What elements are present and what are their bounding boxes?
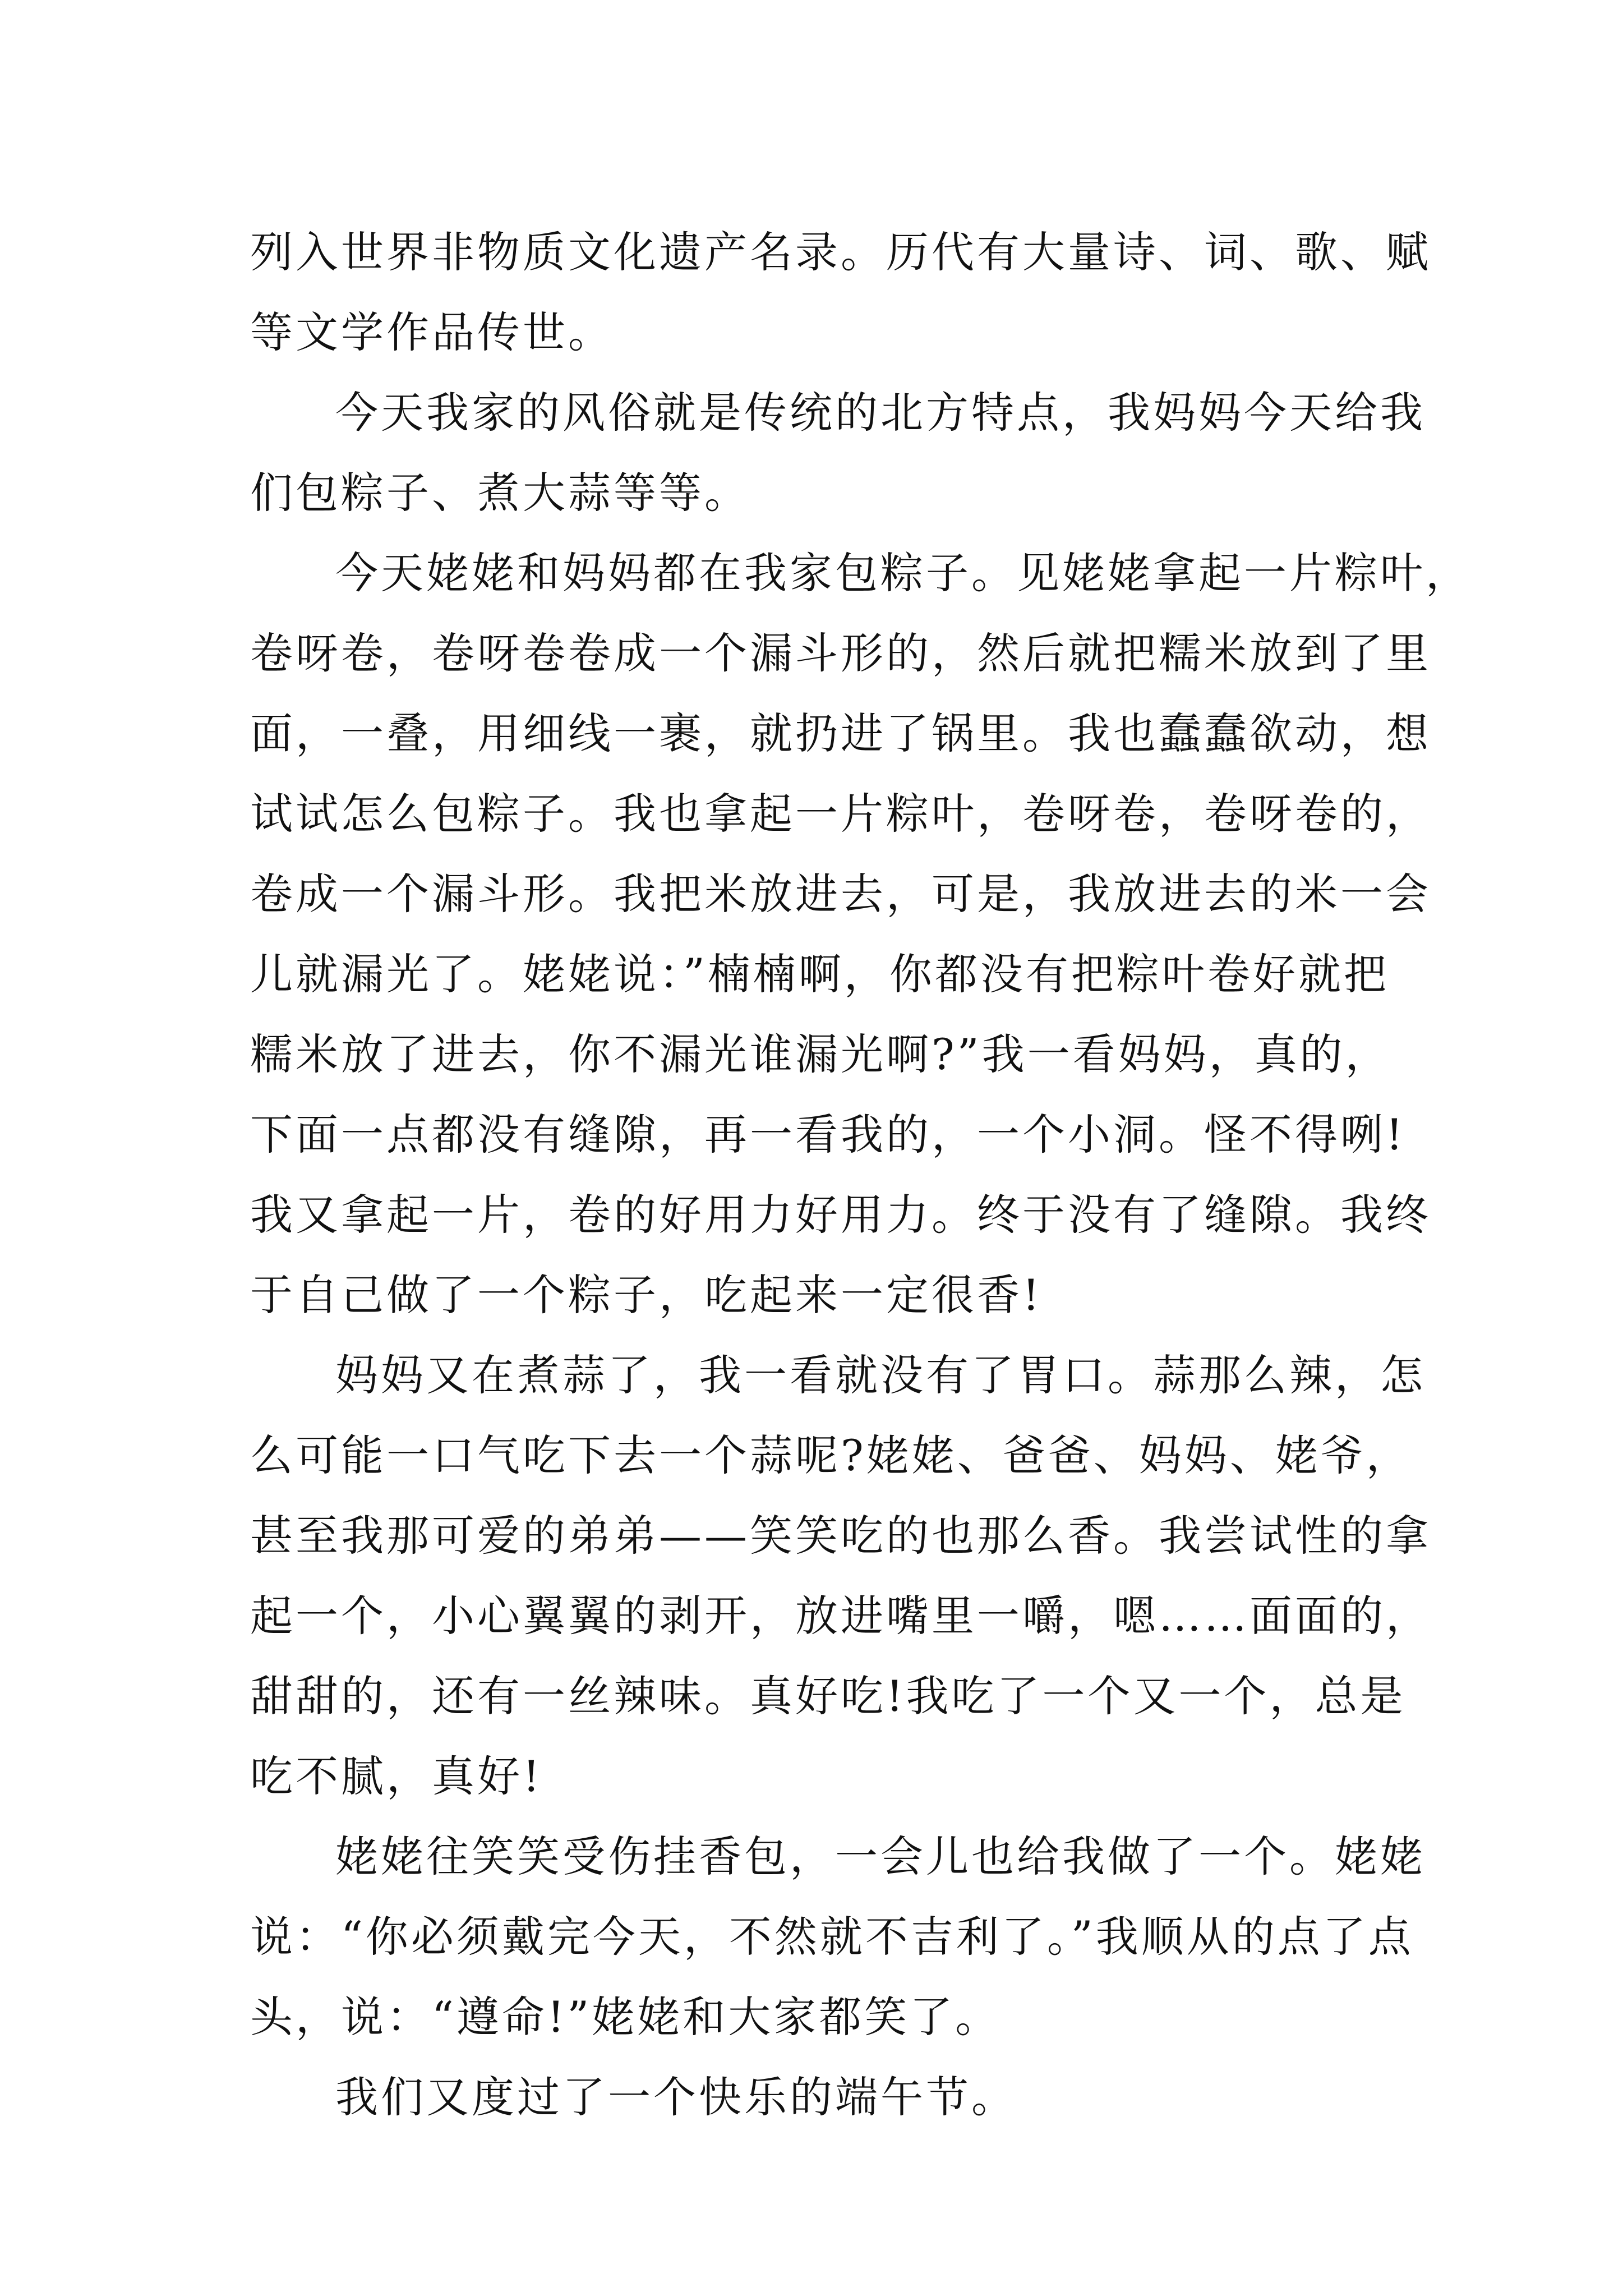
text-line: 姥姥往笑笑受伤挂香包，一会儿也给我做了一个。姥姥 <box>335 1832 1426 1881</box>
text-line: 甚至我那可爱的弟弟——笑笑吃的也那么香。我尝试性的拿 <box>250 1511 1431 1561</box>
text-line: 头，说：“遵命!”姥姥和大家都笑了。 <box>250 1992 1001 2042</box>
text-line: 列入世界非物质文化遗产名录。历代有大量诗、词、歌、赋 <box>250 227 1431 277</box>
text-line: 们包粽子、煮大蒜等等。 <box>250 468 750 518</box>
text-line: 么可能一口气吃下去一个蒜呢?姥姥、爸爸、妈妈、姥爷， <box>250 1430 1412 1480</box>
text-line: 下面一点都没有缝隙，再一看我的，一个小洞。怪不得咧! <box>250 1110 1406 1159</box>
paragraph <box>250 533 1471 1335</box>
paragraph <box>250 1335 1431 1816</box>
text-line: 于自己做了一个粽子，吃起来一定很香! <box>250 1270 1043 1320</box>
paragraph <box>250 372 1426 533</box>
text-line: 吃不腻，真好! <box>250 1751 543 1801</box>
text-line: 起一个，小心翼翼的剥开，放进嘴里一嚼，嗯……面面的， <box>250 1591 1431 1641</box>
text-line: 我又拿起一片，卷的好用力好用力。终于没有了缝隙。我终 <box>250 1190 1431 1240</box>
text-line: 今天我家的风俗就是传统的北方特点，我妈妈今天给我 <box>335 388 1426 438</box>
text-line: 甜甜的，还有一丝辣味。真好吃!我吃了一个又一个，总是 <box>250 1671 1406 1721</box>
text-line: 妈妈又在煮蒜了，我一看就没有了胃口。蒜那么辣，怎 <box>335 1350 1426 1400</box>
text-line: 说：“你必须戴完今天，不然就不吉利了。”我顺从的点了点 <box>250 1912 1414 1962</box>
paragraph <box>250 212 1431 372</box>
text-line: 我们又度过了一个快乐的端午节。 <box>335 2072 1017 2122</box>
text-line: 卷成一个漏斗形。我把米放进去，可是，我放进去的米一会 <box>250 869 1431 919</box>
body-text <box>250 212 1471 2137</box>
text-line: 儿就漏光了。姥姥说：”楠楠啊，你都没有把粽叶卷好就把 <box>250 949 1389 999</box>
text-line: 糯米放了进去，你不漏光谁漏光啊?”我一看妈妈，真的， <box>250 1029 1391 1079</box>
text-line: 等文学作品传世。 <box>250 307 614 357</box>
text-line: 卷呀卷，卷呀卷卷成一个漏斗形的，然后就把糯米放到了里 <box>250 628 1431 678</box>
paragraph <box>250 2057 1386 2137</box>
text-line: 试试怎么包粽子。我也拿起一片粽叶，卷呀卷，卷呀卷的， <box>250 789 1431 839</box>
paragraph <box>250 1816 1426 2057</box>
text-line: 面，一叠，用细线一裹，就扔进了锅里。我也蠢蠢欲动，想 <box>250 708 1431 758</box>
text-line: 今天姥姥和妈妈都在我家包粽子。见姥姥拿起一片粽叶， <box>335 548 1471 598</box>
